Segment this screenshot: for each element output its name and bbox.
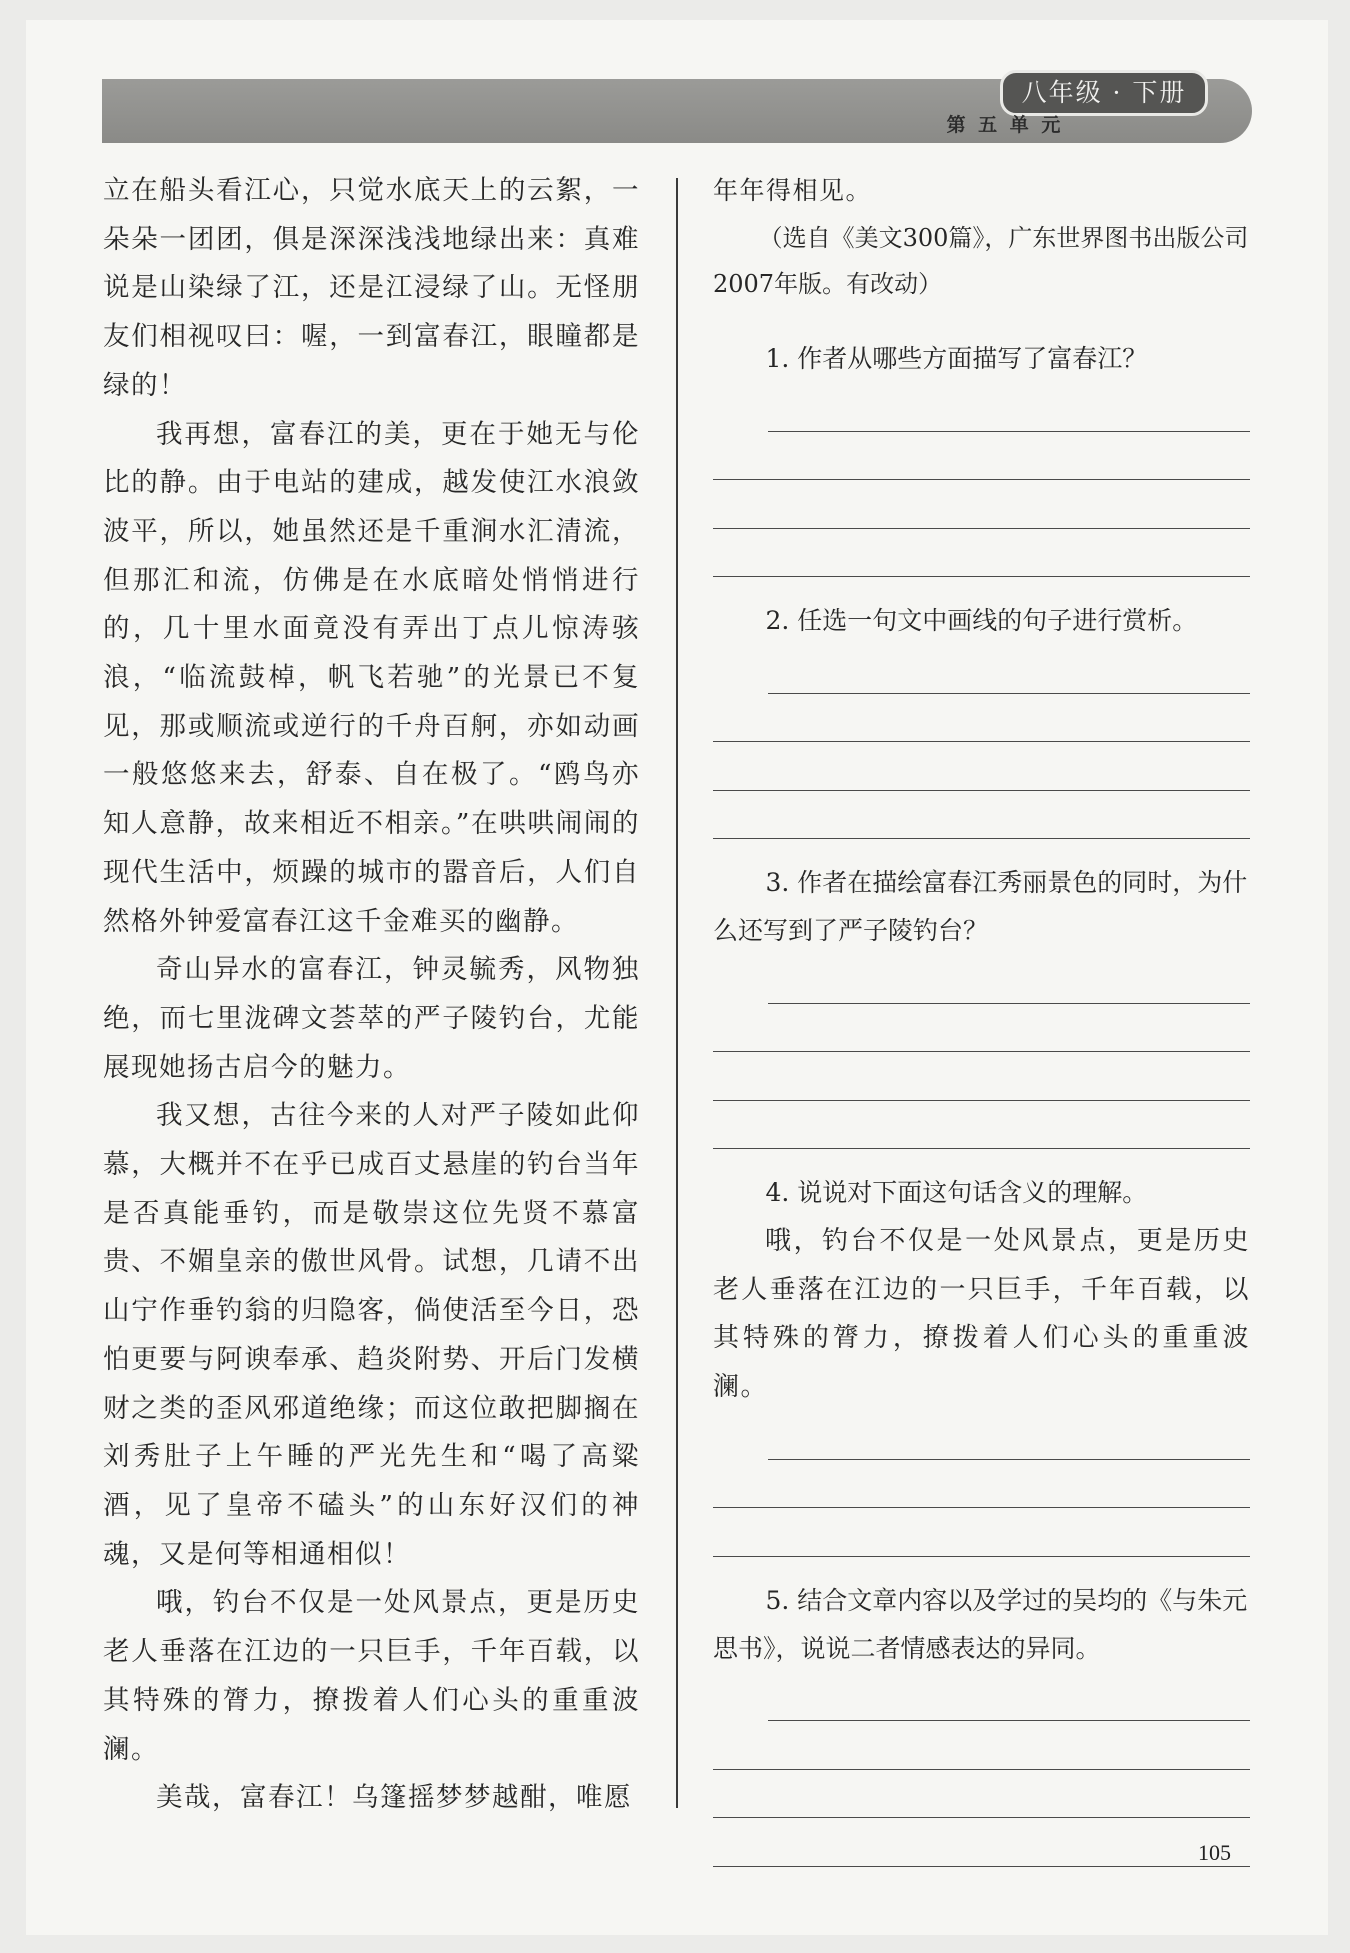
- grade-tab: 八年级 · 下册: [1000, 70, 1208, 116]
- answer-line[interactable]: [713, 480, 1250, 529]
- article-continuation: 年年得相见。: [713, 176, 873, 205]
- article-paragraph-5: 哦，钓台不仅是一处风景点，更是历史老人垂落在江边的一只巨手，千年百载，以其特殊的膂力，撩拨着人们心头的重重波澜。: [103, 1587, 640, 1765]
- answer-line[interactable]: [713, 1721, 1250, 1770]
- exercise-column: [713, 167, 1250, 1867]
- answer-line[interactable]: [713, 1770, 1250, 1819]
- answer-line[interactable]: [713, 1101, 1250, 1150]
- answer-line[interactable]: [713, 1004, 1250, 1053]
- question-2: 2. 任选一句文中画线的句子进行赏析。: [765, 606, 1198, 635]
- answer-line[interactable]: [713, 1460, 1250, 1509]
- article-paragraph-3: 奇山异水的富春江，钟灵毓秀，风物独绝，而七里泷碑文荟萃的严子陵钓台，尤能展现她扬古启今的魅力。: [103, 954, 640, 1083]
- answer-line[interactable]: [713, 694, 1250, 743]
- column-divider: [676, 178, 678, 1808]
- unit-label: 第 五 单 元: [946, 114, 1064, 136]
- answer-line[interactable]: [713, 791, 1250, 840]
- question-1: 1. 作者从哪些方面描写了富春江？: [765, 344, 1148, 373]
- article-text-column: [103, 167, 640, 1823]
- answer-line[interactable]: [768, 1411, 1250, 1460]
- article-paragraph-2: 我再想，富春江的美，更在于她无与伦比的静。由于电站的建成，越发使江水浪敛波平，所以，她虽然还是千重涧水汇清流，但那汇和流，仿佛是在水底暗处悄悄进行的，几十里水面竟没有弄出丁点儿惊涛骇浪，“临流鼓棹，帆飞若驰”的光景已不复见，那或顺流或逆行的千舟百舸，亦如动画一般悠悠来去，舒泰、自在极了。“鸥鸟亦知人意静，故来相近不相亲。”在哄哄闹闹的现代生活中，烦躁的城市的嚣音后，人们自然格外钟爱富春江这千金难买的幽静。: [103, 418, 640, 937]
- question-4-quote: 哦，钓台不仅是一处风景点，更是历史老人垂落在江边的一只巨手，千年百载，以其特殊的膂力，撩拨着人们心头的重重波澜。: [713, 1226, 1250, 1402]
- answer-line[interactable]: [713, 1508, 1250, 1557]
- answer-line[interactable]: [768, 383, 1250, 432]
- question-5: 5. 结合文章内容以及学过的吴均的《与朱元思书》，说说二者情感表达的异同。: [713, 1585, 1248, 1663]
- answer-line[interactable]: [713, 1052, 1250, 1101]
- article-paragraph-4: 我又想，古往今来的人对严子陵如此仰慕，大概并不在乎已成百丈悬崖的钓台当年是否真能垂钓，而是敬崇这位先贤不慕富贵、不媚皇亲的傲世风骨。试想，几请不出山宁作垂钓翁的归隐客，倘使活至今日，恐怕更要与阿谀奉承、趋炎附势、开后门发横财之类的歪风邪道绝缘；而这位敢把脚搁在刘秀肚子上午睡的严光先生和“喝了高粱酒，见了皇帝不磕头”的山东好汉们的神魂，又是何等相通相似！: [103, 1100, 640, 1570]
- answer-line[interactable]: [713, 742, 1250, 791]
- answer-line[interactable]: [713, 432, 1250, 481]
- page-number: 105: [1198, 1840, 1231, 1865]
- question-3: 3. 作者在描绘富春江秀丽景色的同时，为什么还写到了严子陵钓台？: [713, 868, 1248, 945]
- article-paragraph-6: 美哉，富春江！乌篷摇梦梦越酣，唯愿: [156, 1782, 632, 1814]
- answer-line[interactable]: [713, 529, 1250, 578]
- answer-line[interactable]: [713, 1818, 1250, 1867]
- question-4: 4. 说说对下面这句话含义的理解。: [765, 1178, 1148, 1207]
- answer-line[interactable]: [768, 955, 1250, 1004]
- answer-line[interactable]: [768, 645, 1250, 694]
- answer-line[interactable]: [768, 1673, 1250, 1722]
- source-citation: （选自《美文300篇》，广东世界图书出版公司2007年版。有改动）: [713, 224, 1249, 298]
- article-paragraph-1: 立在船头看江心，只觉水底天上的云絮，一朵朵一团团，俱是深深浅浅地绿出来：真难说是山染绿了江，还是江浸绿了山。无怪朋友们相视叹曰：喔，一到富春江，眼瞳都是绿的！: [103, 175, 640, 401]
